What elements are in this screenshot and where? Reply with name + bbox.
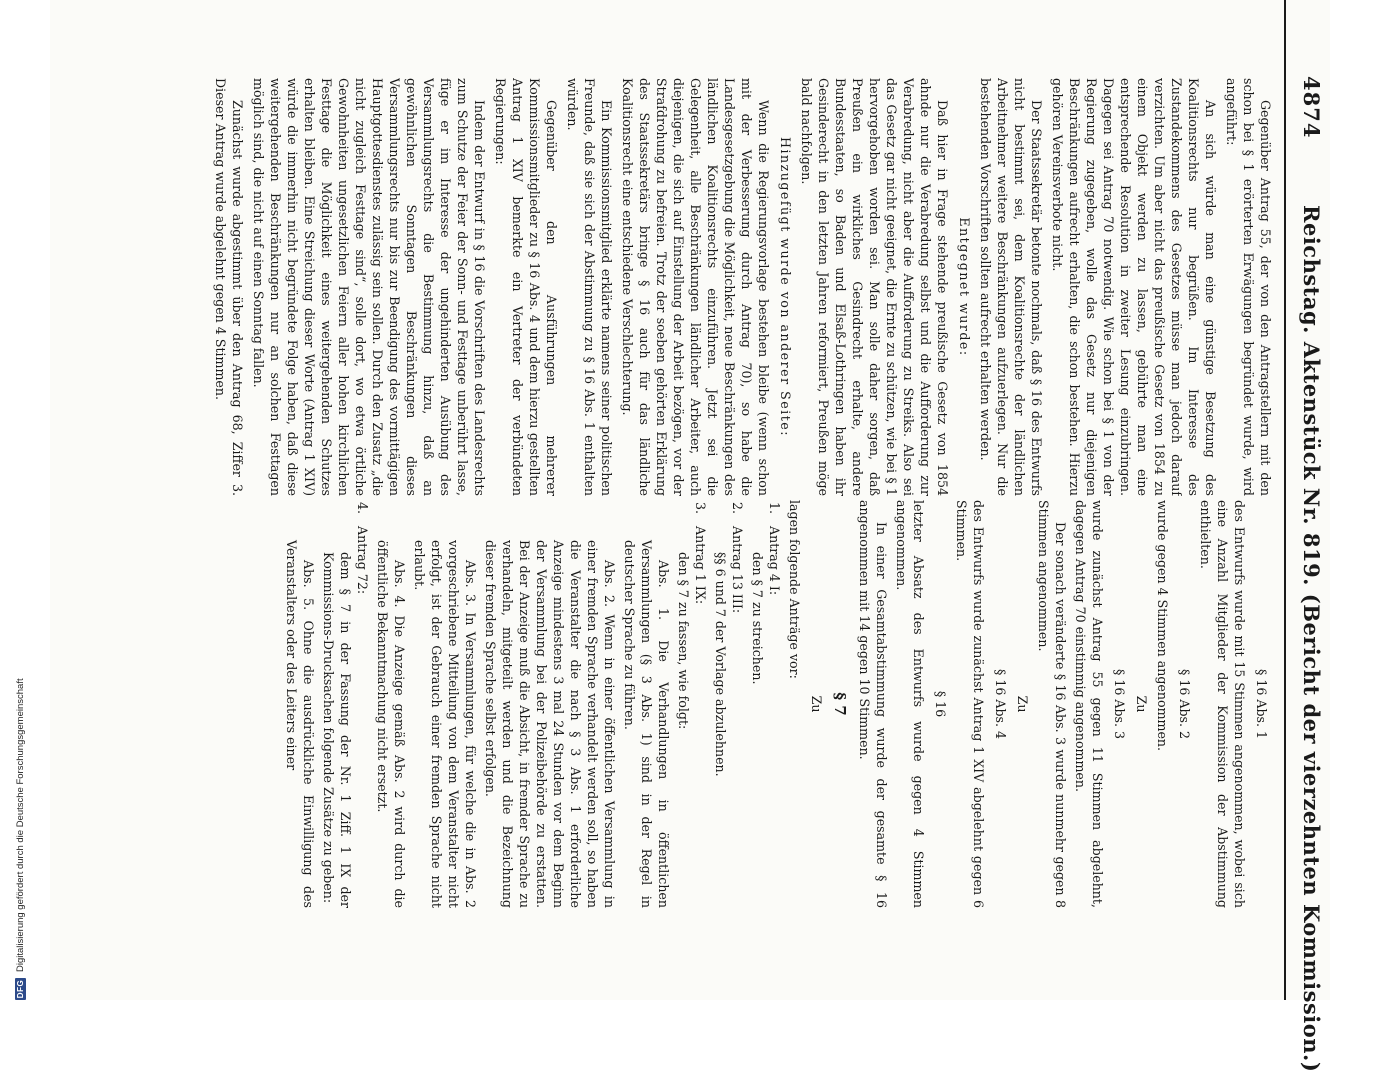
quoted-paragraph: Abs. 2. Wenn in einer öffentlichen Versammlung in einer fremden Sprache verhandelt werden soll, so haben die Veranstalter die nach § 3 Abs. 1 erforderliche Anzeige mindestens 3 mal 24 Stunden vor dem Beginn der Versammlung bei der Polizeibehörde zu erstatten. Bei der Anzeige muß die Absicht, in fremder Sprache zu verhandeln, mitgeteilt werden und die Bezeichnung dieser fremden Sprache selbst erfolgen.: [483, 540, 617, 908]
motion-item: [675, 500, 709, 908]
motion-label: Antrag 13 III:: [730, 526, 745, 614]
motion-number: 3.: [693, 502, 708, 515]
credit-strip: [0, 0, 26, 1000]
scanned-page: [50, 0, 1330, 1072]
paragraph: Gegenüber den Ausführungen mehrerer Kommissionsmitglieder zu § 16 Abs. 4 und dem hierzu gestellten Antrag 1 XIV bemerkte ein Vertreter der verbündeten Regierungen:: [493, 78, 559, 496]
quoted-paragraph: Abs. 4. Die Anzeige gemäß Abs. 2 wird durch die öffentliche Bekanntmachung nicht ersetzt.: [375, 540, 407, 908]
motion-number: 2.: [730, 502, 745, 515]
motion-body: den § 7 zu fassen, wie folgt:: [676, 552, 691, 730]
credit-text: Digitalisierung gefördert durch die Deutsche Forschungsgemeinschaft: [14, 678, 26, 972]
subheading: Entgegnet wurde:: [957, 217, 972, 357]
section-ref: § 16 Abs. 4: [993, 669, 1008, 739]
section-ref: § 16 Abs. 3: [1112, 669, 1127, 739]
paragraph: lagen folgende Anträge vor:: [787, 500, 802, 679]
paragraph: Der sonach veränderte § 16 Abs. 3 wurde nunmehr gegen 8 Stimmen angenommen.: [1036, 500, 1068, 908]
paragraph: Daß hier in Frage stehende preußische Gesetz von 1854 ahnde nur die Verabredung selbst und die Aufforderung zur Verabredung, nicht aber die Aufforderung zu Streiks. Also sei das Gesetz gar nicht geeignet, die Ernte zu schützen, wie bei § 1 hervorgehoben worden sei. Man solle daher sorgen, daß Preußen ein wirkliches Gesindrecht erhalte, andere Bundesstaaten, so Baden und Elsaß-Lothringen haben ihr Gesinderecht in den letzten Jahren reformiert, Preußen möge bald nachfolgen.: [799, 78, 950, 496]
subheading: Hinzugefügt wurde von anderer Seite:: [778, 136, 793, 437]
quoted-paragraph: Abs. 3. In Versammlungen, für welche die in Abs. 2 vorgeschriebene Mitteilung von dem Veranstalter nicht erfolgt, ist der Gebrauch einer fremden Sprache nicht erlaubt.: [412, 540, 478, 908]
motion-number: 4.: [355, 502, 370, 515]
section-ref: § 16 Abs. 2: [1177, 669, 1192, 739]
running-head: Reichstag. Aktenstück Nr. 819. (Bericht der vierzehnten Kommission.): [1299, 205, 1324, 1072]
paragraph: Ein Kommissionsmitglied erklärte namens seiner politischen Freunde, daß sie sich der Abstimmung zu § 16 Abs. 1 enthalten würden.: [565, 78, 614, 496]
paragraph: Zunächst wurde abgestimmt über den Antrag 68, Ziffer 3. Dieser Antrag wurde abgelehnt gegen 4 Stimmen.: [213, 78, 245, 496]
page-number: 4874: [1299, 76, 1324, 139]
zu-label: Zu: [1134, 695, 1149, 713]
paragraph: letzter Absatz des Entwurfs wurde gegen 4 Stimmen angenommen.: [894, 500, 926, 908]
motion-label: Antrag 1 IX:: [693, 526, 708, 605]
motion-body: §§ 6 und 7 der Vorlage abzulehnen.: [713, 552, 728, 777]
paragraph: wurde gegen 4 Stimmen angenommen.: [1155, 500, 1170, 752]
zu-label: Zu: [1015, 695, 1030, 713]
section-heading: § 7: [831, 692, 849, 716]
motion-item: [320, 500, 371, 908]
paragraph: Der Staatssekretär betonte nochmals, daß § 16 des Entwurfs nicht bestimmt sei, dem Koalitionsrechte der ländlichen Arbeitnehmer weitere Beschränkungen aufzuerlegen. Nur die bestehenden Vorschriften sollten aufrecht erhalten werden.: [978, 78, 1044, 496]
zu-label: Zu: [809, 695, 824, 713]
motion-label: Antrag 72:: [355, 526, 370, 595]
paragraph: wurde zunächst Antrag 55 gegen 11 Stimmen abgelehnt, dagegen Antrag 70 einstimmig angenommen.: [1073, 500, 1105, 908]
paragraph: Wenn die Regierungsvorlage bestehen bleibe (wenn schon mit der Verbesserung durch Antrag 70), so habe die Landesgesetzgebung die Möglichkeit, neue Beschränkungen des ländlichen Koalitionsrechts einzuführen. Jetzt sei die Gelegenheit, alle Beschränkungen ländlicher Arbeiter, auch diejenigen, die sich auf Einstellung der Arbeit bezögen, vor der Strafdrohung zu befreien. Trotz der soeben gehörten Erklärung des Staatssekretärs bringe § 16 auch für das ländliche Koalitionsrecht eine entschiedene Verschlechterung.: [620, 78, 771, 496]
section-ref: § 16: [933, 690, 948, 718]
motion-body: dem § 7 in der Fassung der Nr. 1 Ziff. 1 IX der Kommissions-Drucksachen folgende Zusätze zu geben:: [321, 552, 353, 908]
motion-body: den § 7 zu streichen.: [750, 552, 765, 685]
paragraph: des Entwurfs wurde mit 15 Stimmen angenommen, wobei sich eine Anzahl Mitglieder der Kommission der Abstimmung enthielten.: [1198, 500, 1247, 908]
paragraph: Gegenüber Antrag 55, der von den Antragstellern mit den schon bei § 1 erörterten Erwägungen begründet wurde, wird angeführt:: [1224, 78, 1273, 496]
motion-label: Antrag 4 I:: [767, 526, 782, 596]
page-header: [1284, 0, 1330, 1072]
quoted-paragraph: Abs. 1. Die Verhandlungen in öffentlichen Versammlungen (§ 3 Abs. 1) sind in der Regel in deutscher Sprache zu führen.: [622, 540, 671, 908]
motion-item: [712, 500, 746, 908]
dfg-logo: DFG: [15, 979, 25, 999]
left-column: [74, 78, 1274, 496]
right-column: [74, 500, 1274, 908]
motion-item: [749, 500, 783, 908]
paragraph: des Entwurfs wurde zunächst Antrag 1 XIV abgelehnt gegen 6 Stimmen.: [954, 500, 986, 908]
motion-number: 1.: [767, 502, 782, 515]
paragraph: Indem der Entwurf in § 16 die Vorschriften des Landesrechts zum Schutze der Feier der Sonn- und Festtage unberührt lasse, füge er im Interesse der ungehinderten Ausübung des Versammlungsrechts die Bestimmung hinzu, daß an gewöhnlichen Sonntagen Beschränkungen dieses Versammlungsrechts nur bis zur Beendigung des vormittägigen Hauptgottesdienstes zulässig sein sollen. Durch den Zusatz „die nicht zugleich Festtage sind“, solle dort, wo etwa örtliche Gewohnheiten ungesetzlichen Feiern aller hohen kirchlichen Festtage die Möglichkeit eines weitergehenden Schutzes erhalten bleiben. Eine Streichung dieser Worte (Antrag 1 XIV) würde die immerhin nicht begründete Folge haben, daß diese weitergehenden Beschränkungen nur an solchen Festtagen möglich sind, die nicht auf einen Sonntag fallen.: [251, 78, 487, 496]
paragraph: In einer Gesamtabstimmung wurde der gesamte § 16 angenommen mit 14 gegen 10 Stimmen.: [857, 500, 889, 908]
quoted-paragraph: Abs. 5. Ohne die ausdrückliche Einwilligung des Veranstalters oder des Leiters einer: [284, 540, 316, 908]
section-ref: § 16 Abs. 1: [1254, 669, 1269, 739]
paragraph: An sich würde man eine günstige Besetzung des Koalitionsrechts nur begrüßen. Im Interesse des Zustandekommens des Gesetzes müsse man jedoch darauf verzichten. Um aber nicht das preußische Gesetz von 1854 zu einem Objekt werden zu lassen, gebührte man eine entsprechende Resolution in zweiter Lesung einzubringen. Dagegen sei Antrag 70 notwendig. Wie schon bei § 1 von der Regierung zugegeben, wolle das Gesetz nur diejenigen Beschränkungen aufrecht erhalten, die schon bestehen. Hierzu gehören Vereinsverbote nicht.: [1050, 78, 1218, 496]
